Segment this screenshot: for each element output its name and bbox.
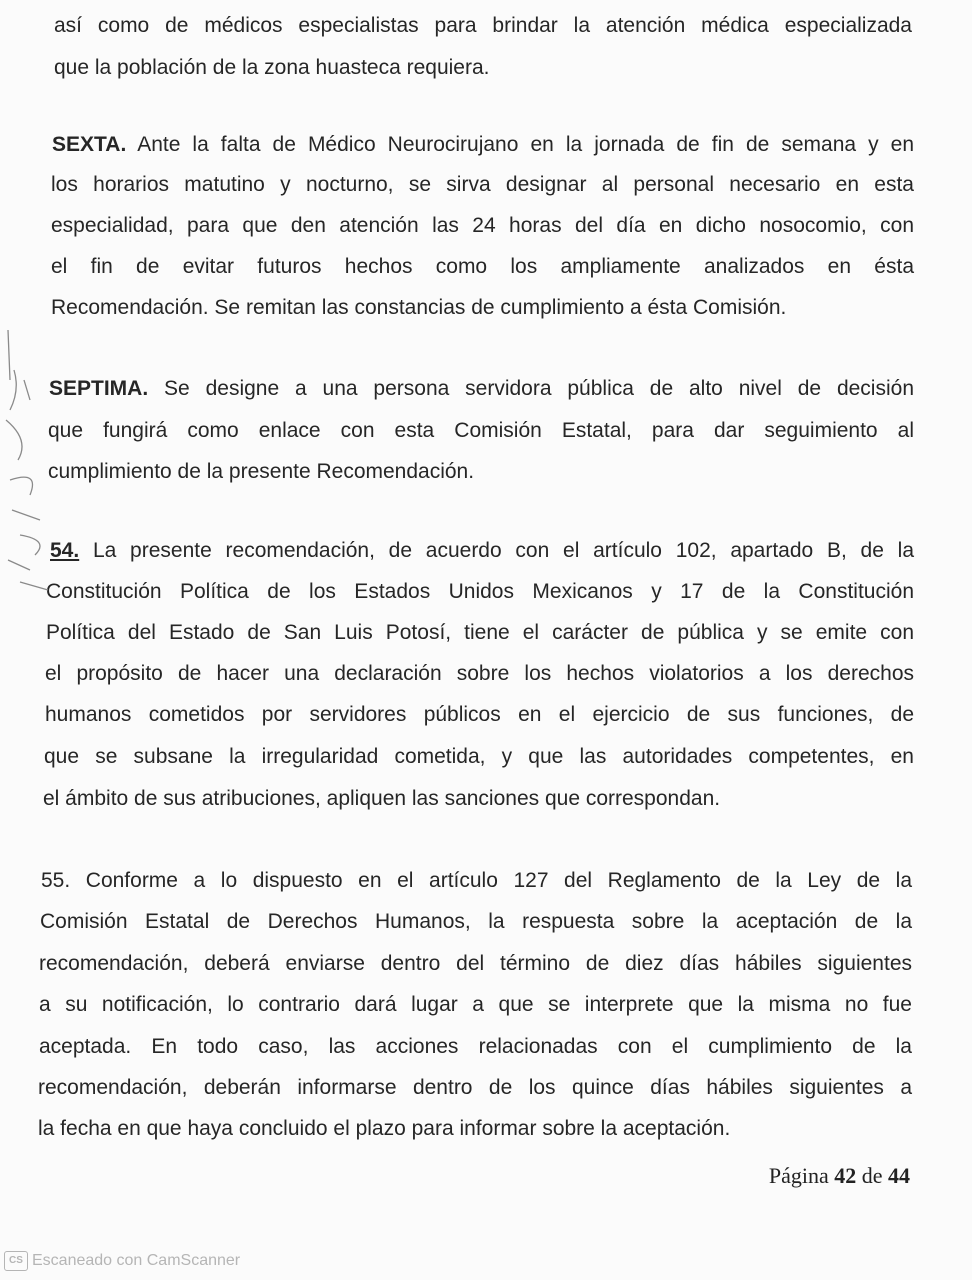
text-line: recomendación, deberán informarse dentro de los quince días hábiles siguientes a xyxy=(38,1076,912,1099)
text-line: Constitución Política de los Estados Unidos Mexicanos y 17 de la Constitución xyxy=(46,580,914,603)
paragraph-54-number: 54. xyxy=(50,539,80,562)
text-line: aceptada. En todo caso, las acciones relacionadas con el cumplimiento de la xyxy=(39,1035,912,1058)
text-line: Comisión Estatal de Derechos Humanos, la respuesta sobre la aceptación de la xyxy=(40,910,912,933)
text-line: los horarios matutino y nocturno, se sirva designar al personal necesario en esta xyxy=(51,173,914,196)
text-line: el ámbito de sus atribuciones, apliquen las sanciones que correspondan. xyxy=(43,787,721,810)
sexta-label: SEXTA. xyxy=(52,133,127,156)
page-number-current: 42 xyxy=(834,1163,857,1188)
paragraph-55-first-line xyxy=(41,867,912,895)
page-number-prefix: Página xyxy=(768,1163,829,1188)
margin-stamp-marks xyxy=(0,320,80,610)
text-line: Recomendación. Se remitan las constancias de cumplimiento a ésta Comisión. xyxy=(51,296,787,319)
text-line: cumplimiento de la presente Recomendación. xyxy=(48,460,475,483)
page-number xyxy=(769,1163,910,1189)
text-line: Política del Estado de San Luis Potosí, tiene el carácter de pública y se emite con xyxy=(46,621,914,644)
text-line: que la población de la zona huasteca requiera. xyxy=(54,56,490,79)
text-line: que se subsane la irregularidad cometida, y que las autoridades competentes, en xyxy=(44,745,914,768)
camscanner-watermark xyxy=(4,1251,240,1271)
text-line: el fin de evitar futuros hechos como los ampliamente analizados en ésta xyxy=(51,255,914,278)
text-line: así como de médicos especialistas para brindar la atención médica especializada xyxy=(54,14,912,37)
text-span: Ante la falta de Médico Neurocirujano en la jornada de fin de semana y en xyxy=(137,133,914,156)
text-line: la fecha en que haya concluido el plazo para informar sobre la aceptación. xyxy=(38,1117,731,1140)
text-span: La presente recomendación, de acuerdo con el artículo 102, apartado B, de la xyxy=(92,539,914,562)
septima-label: SEPTIMA. xyxy=(49,377,149,400)
text-line: el propósito de hacer una declaración sobre los hechos violatorios a los derechos xyxy=(45,662,914,685)
paragraph-54-first-line xyxy=(50,537,914,565)
text-span: Conforme a lo dispuesto en el artículo 127 del Reglamento de la Ley de la xyxy=(85,869,912,892)
paragraph-sexta-first-line xyxy=(52,131,914,159)
page-number-mid: de xyxy=(861,1163,883,1188)
paragraph-55-number: 55. xyxy=(41,869,71,892)
watermark-text: Escaneado con CamScanner xyxy=(32,1252,241,1269)
camscanner-logo-icon: CS xyxy=(4,1251,28,1271)
text-span: Se designe a una persona servidora pública de alto nivel de decisión xyxy=(164,377,914,400)
text-line: a su notificación, lo contrario dará lugar a que se interprete que la misma no fue xyxy=(39,993,912,1016)
text-line: humanos cometidos por servidores públicos en el ejercicio de sus funciones, de xyxy=(45,703,914,726)
paragraph-septima-first-line xyxy=(49,375,914,403)
page-number-total: 44 xyxy=(888,1163,910,1188)
text-line: especialidad, para que den atención las 24 horas del día en dicho nosocomio, con xyxy=(51,214,914,237)
text-line: que fungirá como enlace con esta Comisión Estatal, para dar seguimiento al xyxy=(48,419,914,442)
text-line: recomendación, deberá enviarse dentro del término de diez días hábiles siguientes xyxy=(39,952,912,975)
